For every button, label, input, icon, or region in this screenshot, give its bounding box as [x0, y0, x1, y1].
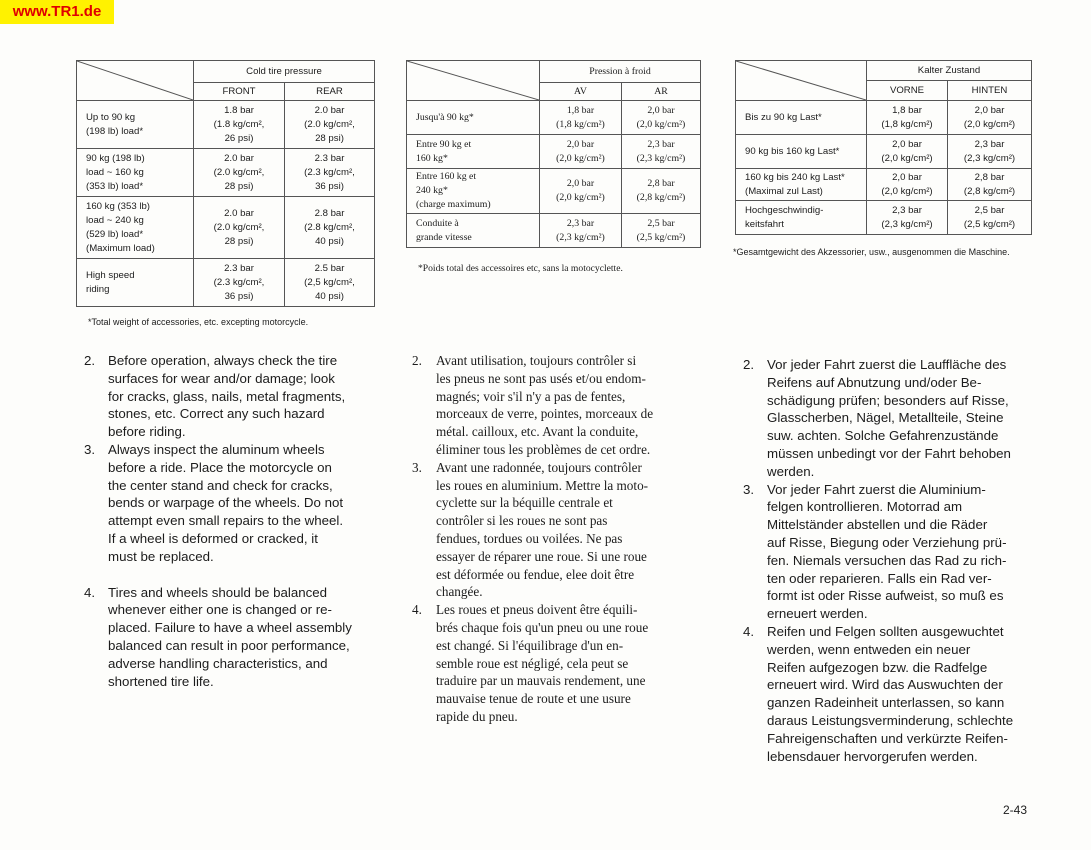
table-col-header-rear: HINTEN: [948, 81, 1032, 101]
table-group-header: Kalter Zustand: [867, 61, 1032, 81]
table-cell-rear: 2,3 bar (2,3 kg/cm²): [948, 135, 1032, 169]
table-row-label: 160 kg bis 240 kg Last* (Maximal zul Last): [736, 169, 867, 201]
list-item: 4. Tires and wheels should be balanced whenever either one is changed or re- placed. Failure to have a wheel assembly balanced can result in poor performance, adverse handling characteristics, and shortened tire life.: [84, 584, 352, 689]
table-col-header-rear: REAR: [285, 83, 375, 101]
table-cell-front: 1,8 bar (1,8 kg/cm²): [867, 101, 948, 135]
tire-pressure-table-de: [735, 60, 1032, 235]
table-cell-front: 2.0 bar (2.0 kg/cm², 28 psi): [194, 149, 285, 197]
table-row-label: High speed riding: [77, 259, 194, 307]
table-row-label: Entre 90 kg et 160 kg*: [407, 135, 540, 169]
list-item: 3. Vor jeder Fahrt zuerst die Aluminium- felgen kontrollieren. Motorrad am Mittelständer abstellen und die Räder auf Risse, Biegung oder Verziehung prü- fen. Niemals versuchen das Rad zu rich- ten oder reparieren. Falls ein Rad ver- formt ist oder Risse aufweist, so muß es erneuert werden.: [743, 481, 1007, 622]
table-cell-rear: 2,8 bar (2,8 kg/cm²): [622, 169, 701, 214]
table-corner-diagonal: [407, 61, 540, 101]
instructions-de: [743, 356, 1033, 765]
table-cell-front: 2.0 bar (2.0 kg/cm², 28 psi): [194, 197, 285, 259]
table-cell-front: 2,0 bar (2,0 kg/cm²): [540, 135, 622, 169]
table-cell-front: 2,3 bar (2,3 kg/cm²): [540, 214, 622, 248]
table-cell-rear: 2.0 bar (2.0 kg/cm², 28 psi): [285, 101, 375, 149]
table-cell-rear: 2.8 bar (2.8 kg/cm², 40 psi): [285, 197, 375, 259]
table-cell-rear: 2,5 bar (2,5 kg/cm²): [622, 214, 701, 248]
table-group-header: Cold tire pressure: [194, 61, 375, 83]
table-cell-front: 2,0 bar (2,0 kg/cm²): [867, 169, 948, 201]
item-number: 4.: [412, 602, 422, 618]
table-row-label: Bis zu 90 kg Last*: [736, 101, 867, 135]
table-row-label: Jusqu'à 90 kg*: [407, 101, 540, 135]
table-cell-rear: 2,0 bar (2,0 kg/cm²): [622, 101, 701, 135]
footnote-de: *Gesamtgewicht des Akzessorier, usw., ausgenommen die Maschine.: [733, 247, 1010, 257]
footnote-fr: *Poids total des accessoires etc, sans la motocyclette.: [418, 263, 623, 274]
table-col-header-front: AV: [540, 83, 622, 101]
table-cell-front: 2.3 bar (2.3 kg/cm², 36 psi): [194, 259, 285, 307]
table-corner-diagonal: [736, 61, 867, 101]
diagonal-line-icon: [736, 61, 866, 100]
table-cell-front: 2,3 bar (2,3 kg/cm²): [867, 201, 948, 235]
table-cell-front: 1,8 bar (1,8 kg/cm²): [540, 101, 622, 135]
table-cell-front: 2,0 bar (2,0 kg/cm²): [867, 135, 948, 169]
list-item: 3. Avant une radonnée, toujours contrôler les roues en aluminium. Mettre la moto- cyclette sur la béquille centrale et contrôler si les roues ne sont pas fendues, tordues ou voilées. Ne pas essayer de réparer une roue. Si une roue est déformée ou fendue, elee doit être changée.: [412, 459, 649, 600]
table-group-header: Pression à froid: [540, 61, 701, 83]
table-cell-rear: 2,3 bar (2,3 kg/cm²): [622, 135, 701, 169]
list-item: 2. Before operation, always check the tire surfaces for wear and/or damage; look for cracks, glass, nails, metal fragments, stones, etc. Correct any such hazard before riding.: [84, 353, 346, 440]
table-cell-rear: 2,8 bar (2,8 kg/cm²): [948, 169, 1032, 201]
table-col-header-rear: AR: [622, 83, 701, 101]
table-row-label: 160 kg (353 lb) load ~ 240 kg (529 lb) load* (Maximum load): [77, 197, 194, 259]
watermark: www.TR1.de: [0, 0, 114, 24]
table-row-label: 90 kg (198 lb) load ~ 160 kg (353 lb) load*: [77, 149, 194, 197]
item-number: 4.: [743, 623, 755, 639]
instructions-en: [84, 352, 374, 690]
footnote-en: *Total weight of accessories, etc. excepting motorcycle.: [88, 317, 309, 327]
tire-pressure-table-en: [76, 60, 375, 307]
table-cell-rear: 2.3 bar (2.3 kg/cm², 36 psi): [285, 149, 375, 197]
table-cell-front: 1.8 bar (1.8 kg/cm², 26 psi): [194, 101, 285, 149]
item-number: 2.: [84, 353, 96, 368]
table-cell-rear: 2,5 bar (2,5 kg/cm²): [948, 201, 1032, 235]
table-col-header-front: FRONT: [194, 83, 285, 101]
table-row-label: 90 kg bis 160 kg Last*: [736, 135, 867, 169]
table-row-label: Hochgeschwindig- keitsfahrt: [736, 201, 867, 235]
tire-pressure-table-fr: [406, 60, 701, 248]
item-number: 2.: [412, 353, 422, 368]
list-item: 2. Avant utilisation, toujours contrôler si les pneus ne sont pas usés et/ou endom- magnés; voir s'il n'y a pas de fentes, morceaux de verre, pointes, morceaux de métal. cailloux, etc. Avant la conduite, éliminer tous les problèmes de cet ordre.: [412, 353, 654, 457]
table-row-label: Up to 90 kg (198 lb) load*: [77, 101, 194, 149]
list-item: 4. Reifen und Felgen sollten ausgewuchtet werden, wenn entweden ein neuer Reifen aufgezogen bzw. die Radfelge erneuert wird. Wird das Auswuchten der ganzen Radeinheit unterlassen, so kann daraus Leistungsverminderung, schlechte Fahreigenschaften und verkürzte Reifen- lebensdauer hervorgerufen werden.: [743, 623, 1014, 764]
table-corner-diagonal: [77, 61, 194, 101]
diagonal-line-icon: [77, 61, 193, 100]
instructions-fr: [412, 352, 702, 726]
list-item: 3. Always inspect the aluminum wheels before a ride. Place the motorcycle on the center stand and check for cracks, bends or warpage of the wheels. Do not attempt even small repairs to the wheel. If a wheel is deformed or cracked, it must be replaced.: [84, 441, 344, 564]
item-number: 2.: [743, 357, 755, 372]
table-col-header-front: VORNE: [867, 81, 948, 101]
list-item: 2. Vor jeder Fahrt zuerst die Lauffläche des Reifens auf Abnutzung und/oder Be- schädigung prüfen; besonders auf Risse, Glasscherben, Nägel, Metallteile, Steine suw. achten. Solche Gefahrenzustände müssen unbedingt vor der Fahrt behoben werden.: [743, 357, 1011, 479]
diagonal-line-icon: [407, 61, 539, 100]
item-number: 3.: [84, 441, 96, 457]
table-cell-front: 2,0 bar (2,0 kg/cm²): [540, 169, 622, 214]
page-number: 2-43: [1003, 803, 1028, 817]
table-row-label: Entre 160 kg et 240 kg* (charge maximum): [407, 169, 540, 214]
table-row-label: Conduite à grande vitesse: [407, 214, 540, 248]
list-item: 4. Les roues et pneus doivent être équili- brés chaque fois qu'un pneu ou une roue est changé. Si l'équilibrage d'un en- semble roue est négligé, cela peut se traduire par un mauvais rendement, une mauvaise tenue de route et une usure rapide du pneu.: [412, 602, 649, 724]
table-cell-rear: 2.5 bar (2,5 kg/cm², 40 psi): [285, 259, 375, 307]
item-number: 4.: [84, 584, 96, 600]
item-number: 3.: [743, 481, 755, 497]
item-number: 3.: [412, 459, 422, 475]
table-cell-rear: 2,0 bar (2,0 kg/cm²): [948, 101, 1032, 135]
